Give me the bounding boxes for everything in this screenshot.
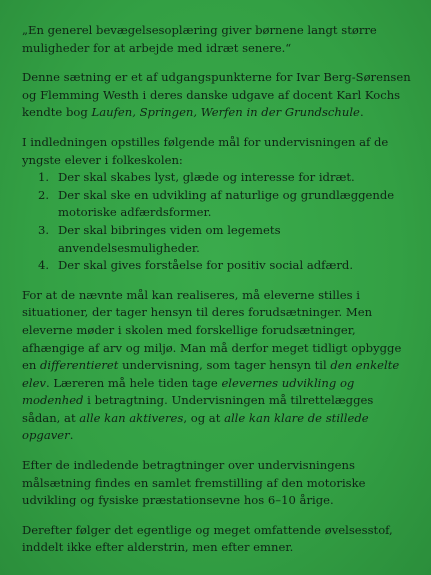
list-item-text: Der skal ske en udvikling af naturlige og grundlæggende motoriske adfærdsformer.: [58, 187, 395, 220]
intro-end: .: [359, 105, 364, 120]
conditions-emphasis-4: alle kan aktiveres: [79, 410, 184, 425]
closing-paragraph: Derefter følger det egentlige og meget omfattende øvelsesstof, inddelt ikke efter alderstrin, men efter emner.: [22, 522, 393, 555]
conditions-text-3: . Læreren må hele tiden tage: [45, 375, 222, 390]
list-item-number: 4.: [38, 258, 50, 273]
conditions-paragraph: [22, 287, 413, 445]
intro-paragraph: [22, 69, 413, 122]
conditions-emphasis-2: den enkelte elev: [22, 358, 400, 390]
opening-quote: „En generel bevægelsesoplæring giver børnene langt større muligheder for at arbejde med idræt senere.“: [22, 23, 377, 55]
conditions-emphasis-3: elevernes udvikling og modenhed: [22, 375, 355, 408]
conditions-text-2: undervisning, som tager hensyn til: [118, 358, 331, 373]
list-item: [38, 222, 413, 257]
intro-text: Denne sætning er et af udgangspunkterne for Ivar Berg-Sørensen og Flemming Westh i deres danske udgave af docent Karl Kochs kendte bog: [22, 70, 411, 120]
conditions-emphasis-5: alle kan klare de stillede opgaver: [22, 410, 369, 443]
list-item-number: 1.: [38, 170, 50, 185]
goals-list: [22, 169, 413, 275]
overview-paragraph: Efter de indledende betragtninger over undervisningens målsætning findes en samlet fremstilling af den motoriske udvikling og fysiske præstationsevne hos 6–10 årige.: [22, 458, 366, 508]
list-item-number: 3.: [38, 222, 50, 237]
list-item: [38, 257, 413, 275]
conditions-text-5: , og at: [183, 410, 225, 425]
list-item-number: 2.: [38, 187, 50, 202]
list-item: [38, 169, 413, 187]
list-item: [38, 187, 413, 222]
list-item-text: Der skal gives forståelse for positiv social adfærd.: [58, 258, 354, 273]
conditions-text-6: .: [69, 428, 74, 443]
conditions-emphasis-1: differentieret: [40, 358, 119, 373]
conditions-text-4: i betragtning. Undervisningen må tilrettelægges sådan, at: [22, 393, 374, 425]
conditions-text-1: For at de nævnte mål kan realiseres, må eleverne stilles i situationer, der tager hensyn til deres forudsætninger. Men eleverne møder i skolen med forskellige forudsætninger, afhængige af arv og miljø. Man må derfor meget tidligt opbygge en: [22, 287, 402, 373]
goals-lead: I indledningen opstilles følgende mål for undervisningen af de yngste elever i folkeskolen:: [22, 134, 389, 167]
list-item-text: Der skal skabes lyst, glæde og interesse for idræt.: [58, 170, 355, 185]
list-item-text: Der skal bibringes viden om legemets anvendelsesmuligheder.: [58, 222, 281, 255]
book-title: Laufen, Springen, Werfen in der Grundschule: [91, 105, 360, 120]
